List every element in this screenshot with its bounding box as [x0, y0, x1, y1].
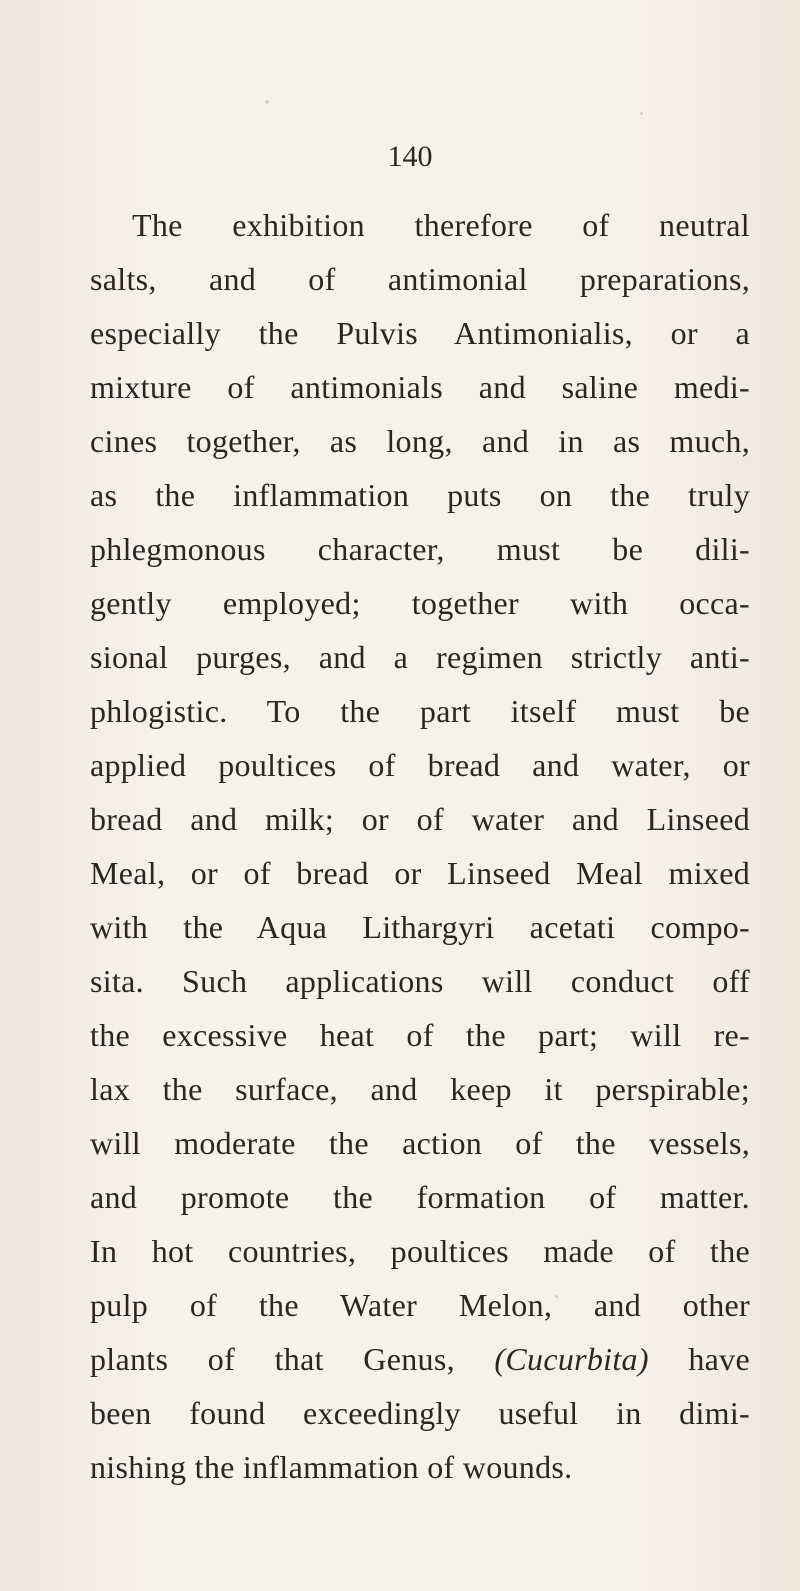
text-line: nishing the inflammation of wounds.	[90, 1449, 573, 1485]
text-line: with the Aqua Lithargyri acetati compo-	[90, 909, 750, 945]
text-line: bread and milk; or of water and Linseed	[90, 801, 750, 837]
text-line: mixture of antimonials and saline medi-	[90, 369, 750, 405]
text-line: sional purges, and a regimen strictly anti-	[90, 639, 750, 675]
text-line: cines together, as long, and in as much,	[90, 423, 750, 459]
text-line: as the inflammation puts on the truly	[90, 477, 750, 513]
text-line: especially the Pulvis Antimonialis, or a	[90, 315, 750, 351]
paper-speck	[640, 112, 643, 115]
text-line: salts, and of antimonial preparations,	[90, 261, 750, 297]
text-line: the excessive heat of the part; will re-	[90, 1017, 750, 1053]
text-line: In hot countries, poultices made of the	[90, 1233, 750, 1269]
text-line: applied poultices of bread and water, or	[90, 747, 750, 783]
text-line-with-italic	[90, 1332, 750, 1386]
text-line: been found exceedingly useful in dimi-	[90, 1395, 750, 1431]
text-line: will moderate the action of the vessels,	[90, 1125, 750, 1161]
genus-italic: (Cucurbita)	[494, 1341, 649, 1377]
text-line: lax the surface, and keep it perspirable;	[90, 1071, 750, 1107]
text-line: Meal, or of bread or Linseed Meal mixed	[90, 855, 750, 891]
paper-speck	[265, 100, 269, 104]
text-line: The exhibition therefore of neutral	[132, 207, 750, 243]
text-line: phlegmonous character, must be dili-	[90, 531, 750, 567]
text-line: phlogistic. To the part itself must be	[90, 693, 750, 729]
body-text	[90, 198, 750, 1494]
text-segment: plants of that Genus,	[90, 1341, 495, 1377]
text-line: gently employed; together with occa-	[90, 585, 750, 621]
page-number: 140	[387, 140, 433, 173]
text-line: and promote the formation of matter.	[90, 1179, 750, 1215]
text-line: pulp of the Water Melon, and other	[90, 1287, 750, 1323]
text-segment: have	[688, 1341, 750, 1377]
text-line: sita. Such applications will conduct off	[90, 963, 750, 999]
